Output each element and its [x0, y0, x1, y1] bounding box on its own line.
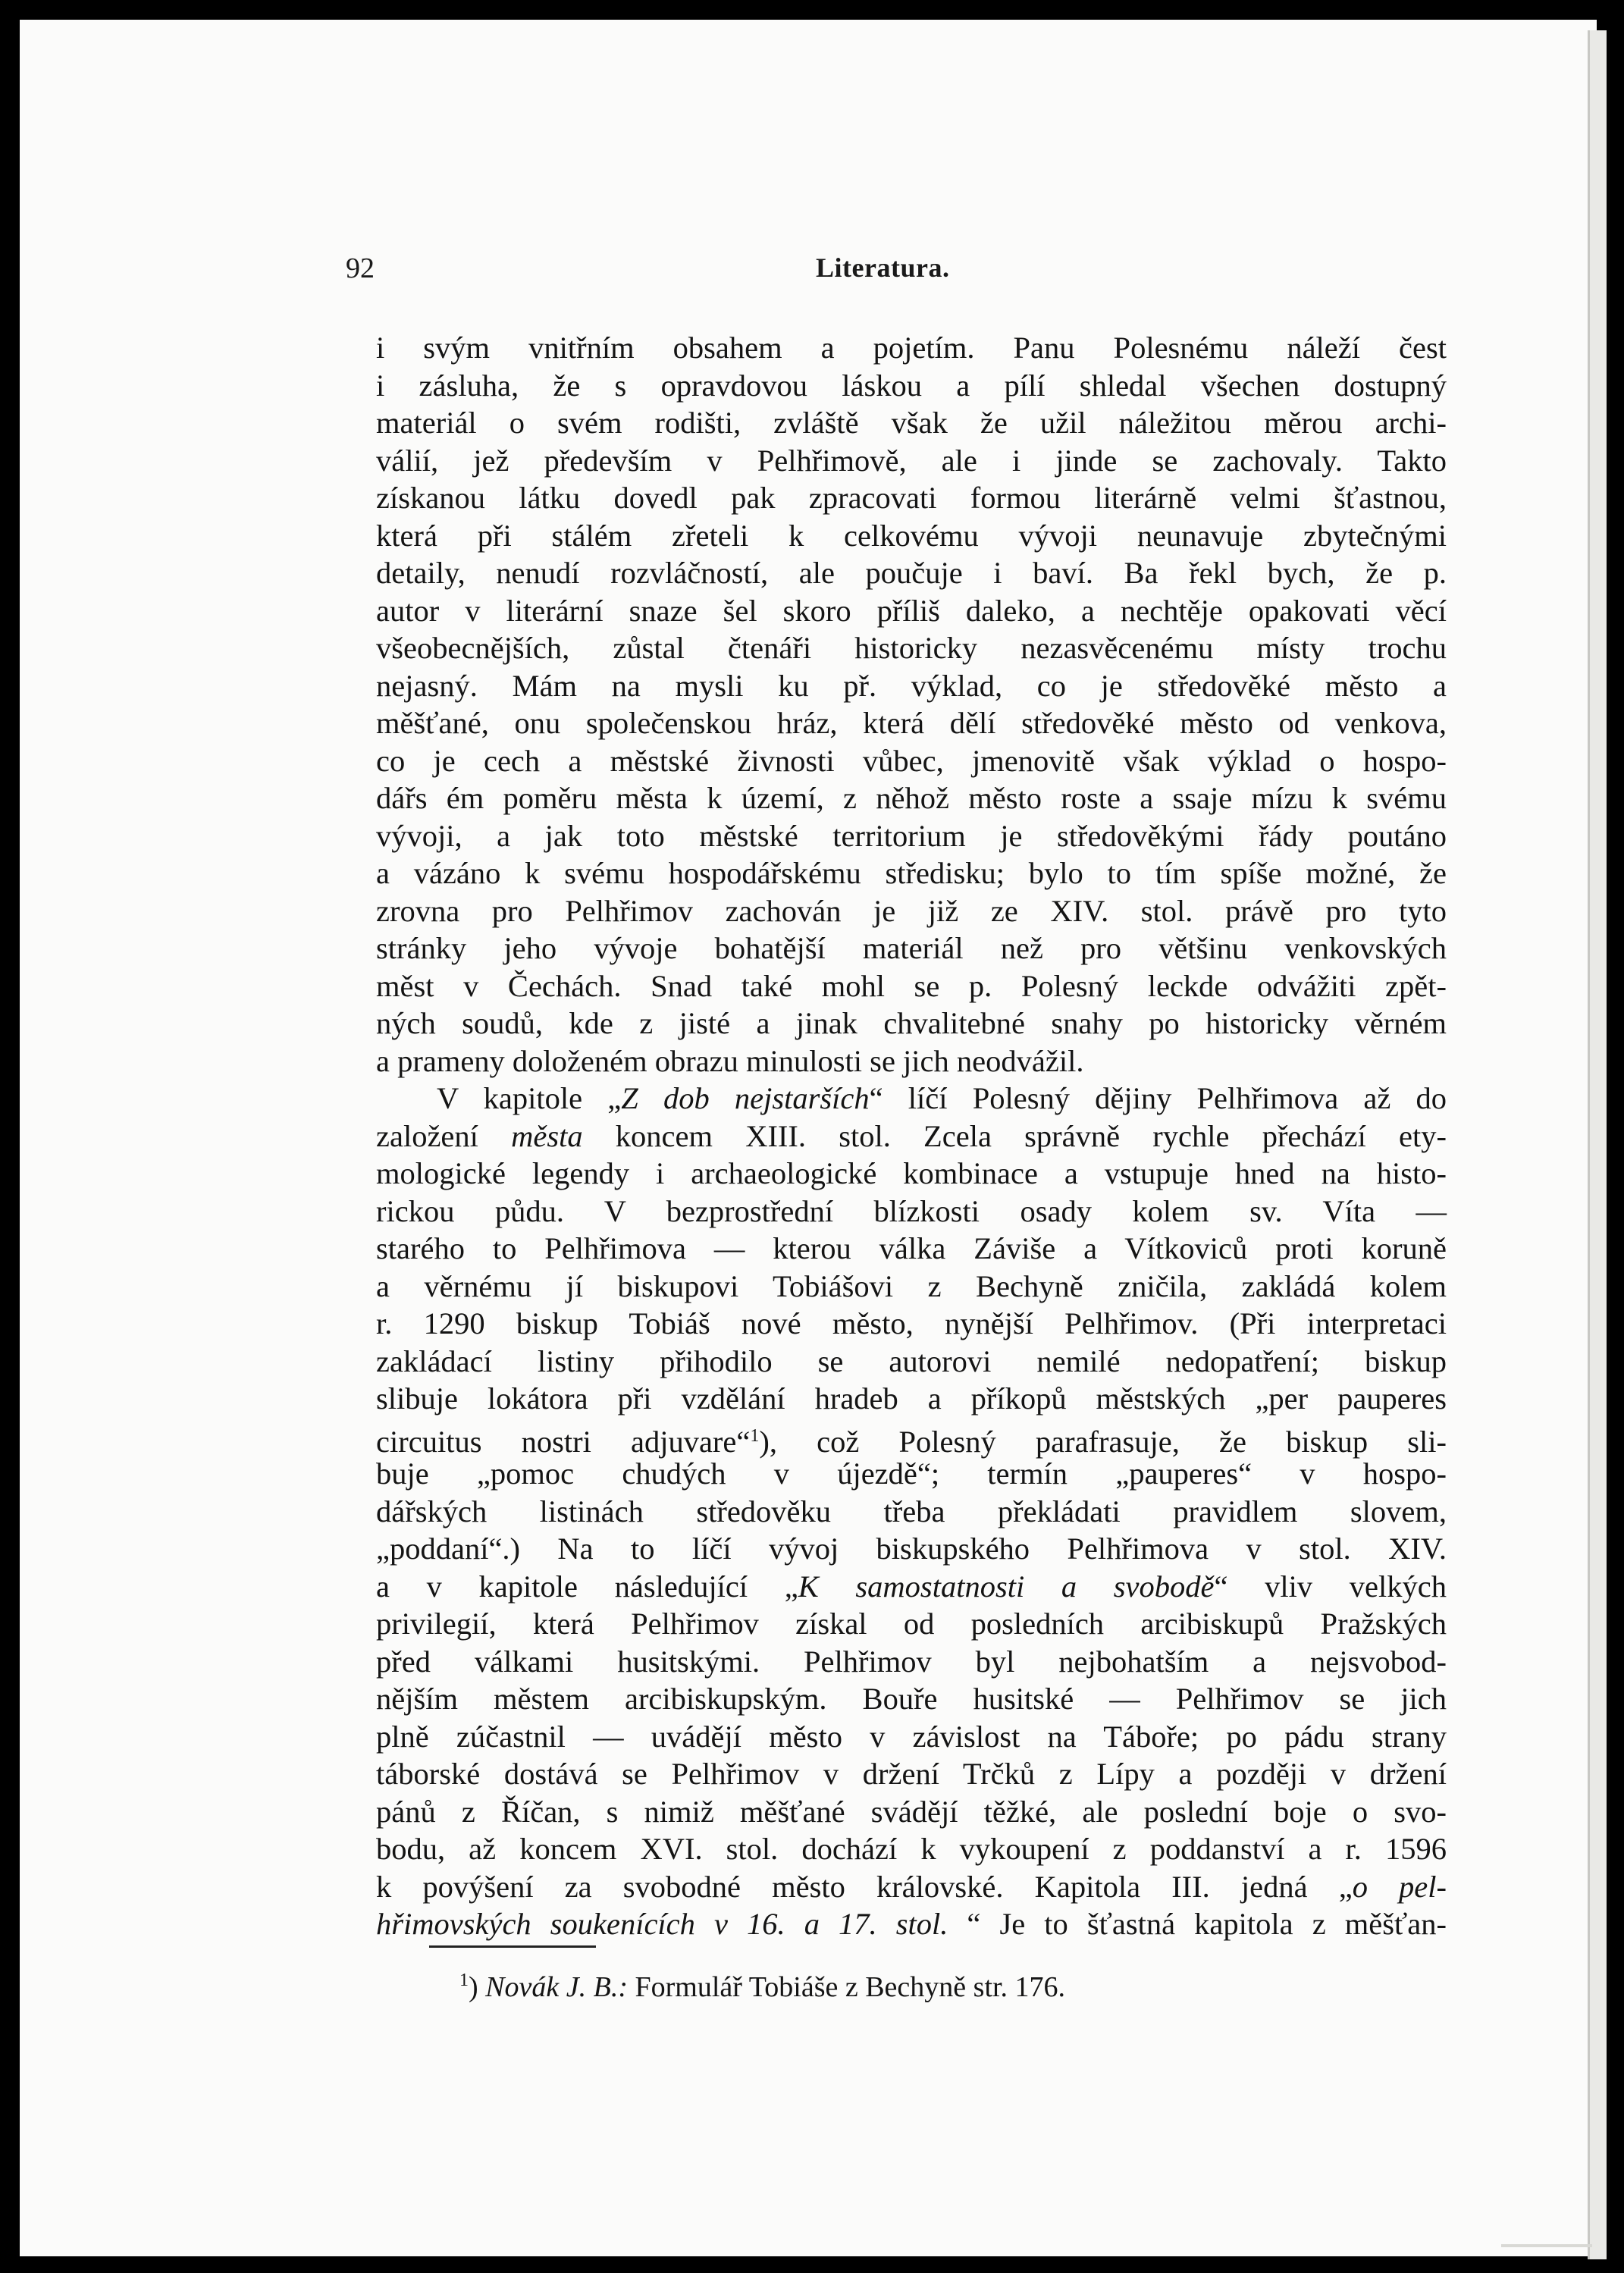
text-line: „poddaní“.) Na to líčí vývoj biskupského Pelhřimova v stol. XIV.	[376, 1532, 1447, 1566]
text-line: vývoji, a jak toto městské territorium je středověkými řády poutáno	[376, 818, 1447, 853]
text-line: před válkami husitskými. Pelhřimov byl nejbohatším a nejsvobod-	[376, 1644, 1447, 1679]
text-line: materiál o svém rodišti, zvláště však že užil náležitou měrou archi-	[376, 406, 1447, 440]
scan-edge-line	[1501, 2244, 1592, 2247]
chapter-title-italic: o pel-	[1352, 1869, 1447, 1904]
text-fragment: koncem XIII. stol. Zcela správně rychle přechází ety-	[582, 1118, 1447, 1153]
footnote-marker: 1	[459, 1970, 469, 1990]
text-line: privilegií, která Pelhřimov získal od posledních arcibiskupů Pražských	[376, 1607, 1447, 1641]
chapter-title-italic: hřimovských soukenících v 16. a 17. stol.	[376, 1907, 948, 1941]
text-fragment: ), což Polesný parafrasuje, že biskup sli-	[759, 1424, 1447, 1459]
text-fragment: V kapitole „	[437, 1081, 622, 1115]
text-line	[376, 1080, 1447, 1118]
page-number: 92	[346, 252, 375, 284]
text-line: plně zúčastnil — uvádějí město v závislost na Táboře; po pádu strany	[376, 1719, 1447, 1754]
text-line: slibuje lokátora při vzdělání hradeb a příkopů městských „per pauperes	[376, 1381, 1447, 1416]
text-line: dářs ém poměru města k území, z něhož město roste a ssaje mízu k svému	[376, 781, 1447, 815]
text-line: zrovna pro Pelhřimov zachován je již ze XIV. stol. právě pro tyto	[376, 893, 1447, 928]
text-fragment: “ vliv velkých	[1214, 1569, 1447, 1604]
chapter-title-italic: Z dob nejstarších	[621, 1081, 870, 1115]
footnote	[459, 1962, 1293, 2005]
text-line	[376, 1868, 1447, 1906]
emphasis-italic: města	[511, 1118, 583, 1153]
text-line: všeobecnějších, zůstal čtenáři historicky nezasvěcenému místy trochu	[376, 631, 1447, 665]
chapter-title-italic: K samostatnosti a svobodě	[798, 1569, 1215, 1604]
text-line	[376, 1118, 1447, 1155]
text-line: a vázáno k svému hospodářskému středisku; bylo to tím spíše možné, že	[376, 856, 1447, 890]
text-line: měšťané, onu společenskou hráz, která dělí středověké město od venkova,	[376, 706, 1447, 740]
text-line: autor v literární snaze šel skoro příliš daleko, a nechtěje opakovati věcí	[376, 593, 1447, 628]
text-line: detaily, nenudí rozvláčností, ale poučuje i baví. Ba řekl bych, že p.	[376, 556, 1447, 590]
text-line: získanou látku dovedl pak zpracovati formou literárně velmi šťastnou,	[376, 481, 1447, 515]
text-line: táborské dostává se Pelhřimov v držení Trčků z Lípy a později v držení	[376, 1757, 1447, 1791]
text-line: zakládací listiny přihodilo se autorovi nemilé nedopatření; biskup	[376, 1343, 1447, 1378]
scanned-page	[20, 20, 1597, 2256]
text-line: buje „pomoc chudých v újezdě“; termín „pauperes“ v hospo-	[376, 1456, 1447, 1491]
text-line	[376, 1905, 1447, 1943]
body-text	[376, 329, 1447, 1943]
text-line: mologické legendy i archaeologické kombinace a vstupuje hned na histo-	[376, 1156, 1447, 1190]
text-fragment: “ Je to šťastná kapitola z měšťan-	[948, 1907, 1447, 1941]
text-line: bodu, až koncem XVI. stol. dochází k vykoupení z poddanství a r. 1596	[376, 1832, 1447, 1866]
text-line: i zásluha, že s opravdovou láskou a pílí shledal všechen dostupný	[376, 368, 1447, 403]
text-line: nějším městem arcibiskupským. Bouře husitské — Pelhřimov se jich	[376, 1682, 1447, 1716]
text-line: starého to Pelhřimova — kterou válka Záviše a Vítkoviců proti koruně	[376, 1231, 1447, 1265]
text-line: válií, jež především v Pelhřimově, ale i jinde se zachovaly. Takto	[376, 443, 1447, 478]
text-line: i svým vnitřním obsahem a pojetím. Panu Polesnému náleží čest	[376, 331, 1447, 365]
text-line: rickou půdu. V bezprostřední blízkosti osady kolem sv. Víta —	[376, 1193, 1447, 1228]
footnote-divider	[429, 1945, 596, 1948]
page-header	[346, 252, 1468, 297]
text-line: pánů z Říčan, s nimiž měšťané svádějí těžké, ale poslední boje o svo-	[376, 1794, 1447, 1829]
footnote-text: Formulář Tobiáše z Bechyně str. 176.	[627, 1971, 1066, 2003]
text-line: stránky jeho vývoje bohatější materiál než pro většinu venkovských	[376, 931, 1447, 965]
text-line: co je cech a městské živnosti vůbec, jmenovitě však výklad o hospo-	[376, 743, 1447, 778]
text-fragment: založení	[376, 1118, 512, 1153]
text-line: a prameny doloženém obrazu minulosti se jich neodvážil.	[376, 1043, 1084, 1078]
footnote-author: Novák J. B.:	[485, 1971, 628, 2003]
text-fragment: “ líčí Polesný dějiny Pelhřimova až do	[869, 1081, 1447, 1115]
text-line: ných soudů, kde z jisté a jinak chvalitebné snahy po historicky věrném	[376, 1006, 1447, 1040]
text-line: nejasný. Mám na mysli ku př. výklad, co je středověké město a	[376, 668, 1447, 703]
text-fragment: k povýšení za svobodné město královské. Kapitola III. jedná „	[376, 1869, 1353, 1904]
text-line: měst v Čechách. Snad také mohl se p. Polesný leckde odvážiti zpět-	[376, 968, 1447, 1003]
footnote-reference: 1	[750, 1425, 760, 1446]
text-line: a věrnému jí biskupovi Tobiášovi z Bechyně zničila, zakládá kolem	[376, 1268, 1447, 1303]
text-fragment: a v kapitole následující „	[376, 1569, 798, 1604]
text-line	[376, 1418, 1447, 1459]
text-line: dářských listinách středověku třeba překládati pravidlem slovem,	[376, 1494, 1447, 1528]
footnote-paren: )	[469, 1971, 486, 2003]
text-line: která při stálém zřeteli k celkovému vývoji neunavuje zbytečnými	[376, 518, 1447, 553]
text-line: r. 1290 biskup Tobiáš nové město, nynější Pelhřimov. (Při interpretaci	[376, 1306, 1447, 1340]
running-head: Literatura.	[816, 252, 950, 283]
text-line	[376, 1568, 1447, 1606]
text-fragment: circuitus nostri adjuvare“	[376, 1424, 751, 1459]
adjacent-page-edge	[1588, 30, 1607, 2259]
